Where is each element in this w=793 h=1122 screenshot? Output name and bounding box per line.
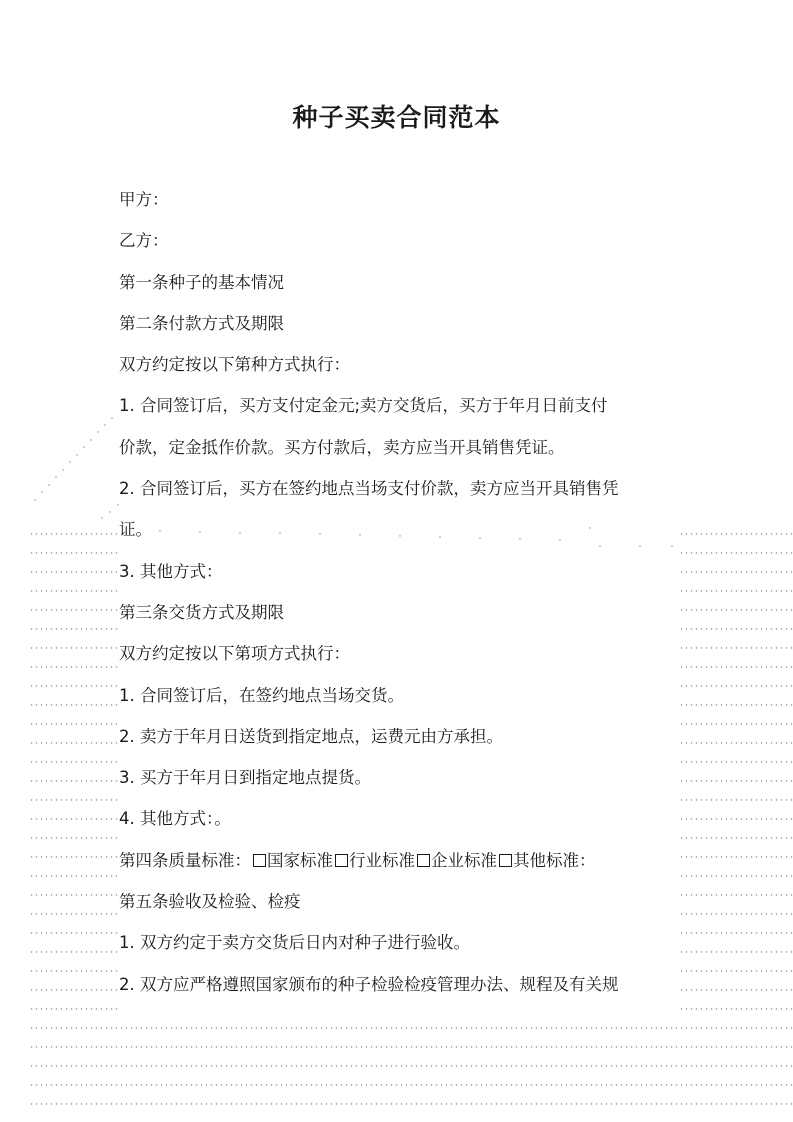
article-3-item-2: 2. 卖方于年月日送货到指定地点，运费元由方承担。 — [119, 726, 503, 746]
article-3-heading: 第三条交货方式及期限 — [119, 602, 284, 622]
article-4-heading: 第四条质量标准： — [119, 850, 251, 870]
article-3-intro: 双方约定按以下第项方式执行： — [119, 644, 350, 664]
quality-option-industry: 行业标准 — [349, 850, 415, 870]
party-b-line: 乙方： — [119, 231, 169, 251]
article-5-item-2: 2. 双方应严格遵照国家颁布的种子检验检疫管理办法、规程及有关规 — [119, 974, 619, 994]
checkbox-icon — [499, 854, 512, 867]
document-body — [119, 184, 679, 1010]
article-2-intro: 双方约定按以下第种方式执行： — [119, 355, 350, 375]
quality-option-other: 其他标准： — [513, 850, 596, 870]
checkbox-icon — [417, 854, 430, 867]
checkbox-icon — [335, 854, 348, 867]
quality-option-national: 国家标准 — [267, 850, 333, 870]
article-3-item-3: 3. 买方于年月日到指定地点提货。 — [119, 768, 371, 788]
article-4-quality-line — [119, 845, 679, 886]
article-1-heading: 第一条种子的基本情况 — [119, 272, 284, 292]
article-2-item-1: 1. 合同签订后，买方支付定金元;卖方交货后，买方于年月日前支付 — [119, 396, 608, 416]
document-title: 种子买卖合同范本 — [292, 103, 501, 132]
quality-option-enterprise: 企业标准 — [431, 850, 497, 870]
article-5-heading: 第五条验收及检验、检疫 — [119, 892, 301, 912]
article-2-heading: 第二条付款方式及期限 — [119, 313, 284, 333]
article-3-item-1: 1. 合同签订后，在签约地点当场交货。 — [119, 685, 404, 705]
article-2-item-2-cont: 证。 — [119, 520, 152, 540]
article-2-item-1-cont: 价款，定金抵作价款。买方付款后，卖方应当开具销售凭证。 — [119, 437, 565, 457]
party-a-line: 甲方： — [119, 190, 169, 209]
article-2-item-3: 3. 其他方式： — [119, 561, 223, 581]
article-3-item-4: 4. 其他方式：。 — [119, 809, 231, 829]
article-5-item-1: 1. 双方约定于卖方交货后日内对种子进行验收。 — [119, 933, 470, 953]
checkbox-icon — [253, 854, 266, 867]
article-2-item-2: 2. 合同签订后，买方在签约地点当场支付价款，卖方应当开具销售凭 — [119, 479, 619, 499]
diagonal-dot-trail — [34, 417, 118, 518]
